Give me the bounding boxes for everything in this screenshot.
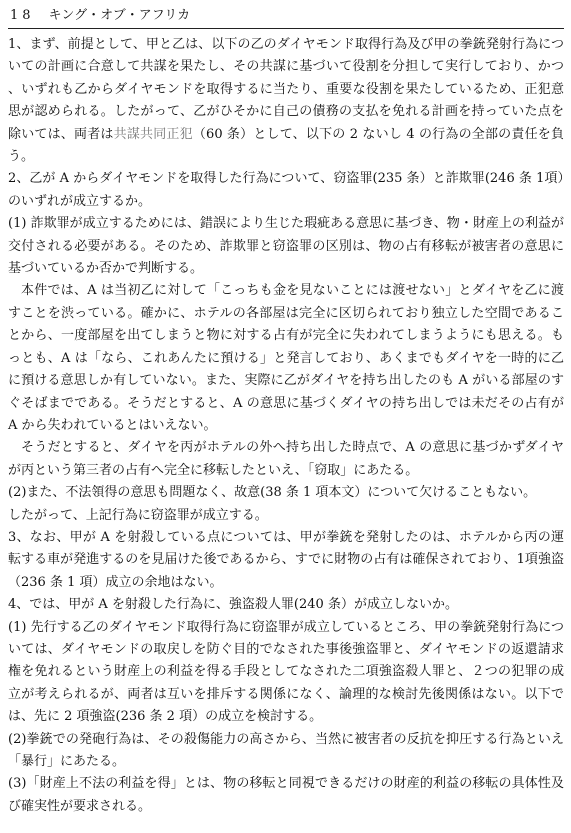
paragraph-4-3: (3)「財産上不法の利益を得」とは、物の移転と同視できるだけの財産的利益の移転の具体性及び確実性が要求される。 bbox=[8, 776, 564, 814]
paragraph-2-1: (1) 詐欺罪が成立するためには、錯誤により生じた瑕疵ある意思に基づき、物・財産上の利益が交付される必要がある。そのため、詐欺罪と窃盗罪の区別は、物の占有移転が被害者の意思に基づいているか否かで判断する。 bbox=[8, 216, 564, 277]
paragraph-2-1-conclusion: そうだとすると、ダイヤを丙がホテルの外へ持ち出した時点で、A の意思に基づかずダイヤが丙という第三者の占有へ完全に移転したといえ、「窃取」にあたる。 bbox=[8, 440, 564, 478]
paragraph-1: 1、まず、前提として、甲と乙は、以下の乙のダイヤモンド取得行為及び甲の拳銃発射行為についての計画に合意して共謀を果たし、その共謀に基づいて役割を分担して実行しており、かつ、いずれも乙からダイヤモンドを取得するに当たり、重要な役割を果たしているため、正犯意思が認められる。したがって、乙がひそかに自己の債務の支払を免れる計画を持っていた点を除いては、両者は共謀共同正犯（60 条）として、以下の 2 ないし 4 の行為の全部の責任を負う。 bbox=[8, 37, 564, 165]
paragraph-4-2: (2)拳銃での発砲行為は、その殺傷能力の高さから、当然に被害者の反抗を抑圧する行為といえ「暴行」にあたる。 bbox=[8, 731, 564, 769]
paragraph-2-result: したがって、上記行為に窃盗罪が成立する。 bbox=[8, 507, 268, 523]
body-text bbox=[8, 34, 564, 818]
paragraph-2-2: (2)また、不法領得の意思も問題なく、故意(38 条 1 項本文）について欠けることもない。 bbox=[8, 485, 537, 501]
paragraph-2-1-analysis: 本件では、A は当初乙に対して「こっちも金を見ないことには渡せない」とダイヤを乙に渡すことを渋っている。確かに、ホテルの各部屋は完全に区切られており独立した空間であることから、一度部屋を出てしまうと物に対する占有が完全に失われてしまうようにも思える。もっとも、A は「なら、これあんたに預ける」と発言しており、あくまでもダイヤを一時的に乙に預ける意思しか有していない。また、実際に乙がダイヤを持ち出したのも A がいる部屋のすぐそばまでである。そうだとすると、A の意思に基づくダイヤの持ち出しでは未だその占有が A から失われているとはいえない。 bbox=[8, 283, 564, 433]
page-number: 18 bbox=[10, 8, 35, 23]
running-title: キング・オブ・アフリカ bbox=[48, 8, 191, 23]
paragraph-3: 3、なお、甲が A を射殺している点については、甲が拳銃を発射したのは、ホテルから丙の運転する車が発進するのを見届けた後であるから、すでに財物の占有は確保されており、1項強盗（236 条 1 項）成立の余地はない。 bbox=[8, 529, 564, 590]
page-header bbox=[8, 6, 564, 29]
paragraph-4-1: (1) 先行する乙のダイヤモンド取得行為に窃盗罪が成立しているところ、甲の拳銃発射行為については、ダイヤモンドの取戻しを防ぐ目的でなされた事後強盗罪と、ダイヤモンドの返還請求権を免れるという財産上の利益を得る手段としてなされた二項強盗殺人罪と、２つの犯罪の成立が考えられるが、両者は互いを排斥する関係になく、論理的な検討先後関係はない。以下では、先に 2 項強盗(236 条 2 項）の成立を検討する。 bbox=[8, 619, 564, 725]
paragraph-2: 2、乙が A からダイヤモンドを取得した行為について、窃盗罪(235 条）と詐欺罪(246 条 1項）のいずれが成立するか。 bbox=[8, 171, 564, 209]
highlighted-term: 共謀共同正犯 bbox=[113, 126, 193, 142]
paragraph-4: 4、では、甲が A を射殺した行為に、強盗殺人罪(240 条）が成立しないか。 bbox=[8, 597, 458, 613]
